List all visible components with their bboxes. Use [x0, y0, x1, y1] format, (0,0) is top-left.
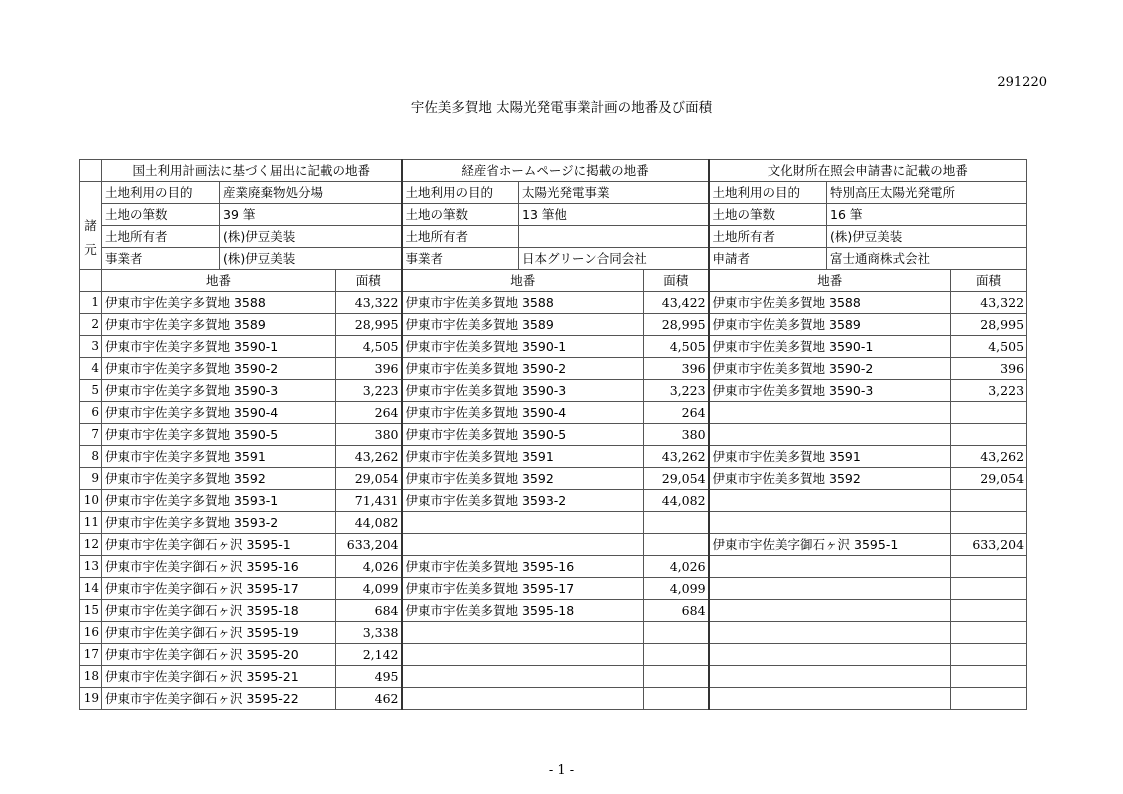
lot-cell-b — [402, 688, 644, 710]
area-cell-c — [951, 666, 1027, 688]
area-cell-c: 43,262 — [951, 446, 1027, 468]
section-header-b: 経産省ホームページに掲載の地番 — [402, 160, 709, 182]
area-col-header-b: 面積 — [644, 270, 709, 292]
area-cell-b: 3,223 — [644, 380, 709, 402]
side-label-char: 諸 — [84, 217, 97, 233]
lot-cell-a: 伊東市宇佐美字御石ヶ沢 3595-17 — [102, 578, 336, 600]
table-row — [80, 512, 1027, 534]
lot-cell-a: 伊東市宇佐美字御石ヶ沢 3595-1 — [102, 534, 336, 556]
area-cell-c: 396 — [951, 358, 1027, 380]
lot-cell-c — [709, 644, 951, 666]
area-col-header-c: 面積 — [951, 270, 1027, 292]
area-cell-b: 684 — [644, 600, 709, 622]
lot-cell-b: 伊東市宇佐美多賀地 3593-2 — [402, 490, 644, 512]
operator-label-b: 事業者 — [402, 248, 519, 270]
table-row — [80, 556, 1027, 578]
purpose-value-b: 太陽光発電事業 — [519, 182, 709, 204]
purpose-label-c: 土地利用の目的 — [709, 182, 827, 204]
area-cell-a: 28,995 — [336, 314, 402, 336]
table-row — [80, 446, 1027, 468]
owner-value-a: (株)伊豆美装 — [220, 226, 402, 248]
area-cell-a: 684 — [336, 600, 402, 622]
lot-col-header-a: 地番 — [102, 270, 336, 292]
lot-cell-a: 伊東市宇佐美字多賀地 3590-5 — [102, 424, 336, 446]
lot-cell-c — [709, 622, 951, 644]
operator-value-b: 日本グリーン合同会社 — [519, 248, 709, 270]
area-cell-c: 4,505 — [951, 336, 1027, 358]
lot-cell-c: 伊東市宇佐美多賀地 3591 — [709, 446, 951, 468]
area-cell-b: 4,026 — [644, 556, 709, 578]
lot-cell-b: 伊東市宇佐美多賀地 3588 — [402, 292, 644, 314]
area-cell-b: 43,422 — [644, 292, 709, 314]
lot-cell-b: 伊東市宇佐美多賀地 3595-17 — [402, 578, 644, 600]
area-cell-c — [951, 688, 1027, 710]
lot-cell-c — [709, 490, 951, 512]
area-cell-a: 3,338 — [336, 622, 402, 644]
row-index: 17 — [80, 644, 102, 666]
section-header-c: 文化財所在照会申請書に記載の地番 — [709, 160, 1027, 182]
area-cell-c — [951, 644, 1027, 666]
lot-cell-b: 伊東市宇佐美多賀地 3590-4 — [402, 402, 644, 424]
page-number: - 1 - — [548, 763, 575, 778]
lot-cell-a: 伊東市宇佐美字多賀地 3590-4 — [102, 402, 336, 424]
lot-cell-a: 伊東市宇佐美字多賀地 3593-2 — [102, 512, 336, 534]
operator-value-c: 富士通商株式会社 — [827, 248, 1027, 270]
row-index: 15 — [80, 600, 102, 622]
lot-cell-a: 伊東市宇佐美字多賀地 3591 — [102, 446, 336, 468]
owner-label-b: 土地所有者 — [402, 226, 519, 248]
area-cell-c: 3,223 — [951, 380, 1027, 402]
area-cell-b: 28,995 — [644, 314, 709, 336]
lot-cell-c — [709, 402, 951, 424]
lot-cell-b: 伊東市宇佐美多賀地 3590-2 — [402, 358, 644, 380]
lot-cell-b — [402, 534, 644, 556]
lot-cell-b — [402, 622, 644, 644]
lot-cell-c — [709, 688, 951, 710]
row-index: 2 — [80, 314, 102, 336]
purpose-row — [80, 182, 1027, 204]
side-label — [80, 182, 102, 270]
operator-row — [80, 248, 1027, 270]
row-index: 7 — [80, 424, 102, 446]
lot-cell-b: 伊東市宇佐美多賀地 3590-5 — [402, 424, 644, 446]
area-cell-c: 29,054 — [951, 468, 1027, 490]
lot-cell-a: 伊東市宇佐美字多賀地 3590-3 — [102, 380, 336, 402]
lot-cell-c: 伊東市宇佐美多賀地 3590-1 — [709, 336, 951, 358]
area-cell-a: 462 — [336, 688, 402, 710]
purpose-value-a: 産業廃棄物処分場 — [220, 182, 402, 204]
lot-cell-a: 伊東市宇佐美字多賀地 3588 — [102, 292, 336, 314]
owner-value-c: (株)伊豆美装 — [827, 226, 1027, 248]
index-header-cell — [80, 270, 102, 292]
table-row — [80, 578, 1027, 600]
owner-label-c: 土地所有者 — [709, 226, 827, 248]
page-title: 宇佐美多賀地 太陽光発電事業計画の地番及び面積 — [410, 100, 713, 116]
area-cell-a: 4,026 — [336, 556, 402, 578]
area-cell-a: 44,082 — [336, 512, 402, 534]
lot-cell-c — [709, 578, 951, 600]
count-value-a: 39 筆 — [220, 204, 402, 226]
lot-cell-c: 伊東市宇佐美多賀地 3589 — [709, 314, 951, 336]
area-cell-c — [951, 600, 1027, 622]
column-header-row — [80, 270, 1027, 292]
table-row — [80, 314, 1027, 336]
area-cell-b — [644, 512, 709, 534]
operator-label-c: 申請者 — [709, 248, 827, 270]
lot-cell-b: 伊東市宇佐美多賀地 3590-3 — [402, 380, 644, 402]
lot-cell-b: 伊東市宇佐美多賀地 3592 — [402, 468, 644, 490]
lot-cell-b: 伊東市宇佐美多賀地 3595-18 — [402, 600, 644, 622]
table-row — [80, 380, 1027, 402]
area-cell-c — [951, 556, 1027, 578]
area-cell-a: 3,223 — [336, 380, 402, 402]
row-index: 12 — [80, 534, 102, 556]
lot-cell-c — [709, 600, 951, 622]
row-index: 11 — [80, 512, 102, 534]
area-cell-b: 4,505 — [644, 336, 709, 358]
lot-cell-b: 伊東市宇佐美多賀地 3590-1 — [402, 336, 644, 358]
lot-cell-c: 伊東市宇佐美多賀地 3588 — [709, 292, 951, 314]
table-row — [80, 666, 1027, 688]
owner-label-a: 土地所有者 — [102, 226, 220, 248]
area-cell-b: 380 — [644, 424, 709, 446]
lot-cell-a: 伊東市宇佐美字多賀地 3590-2 — [102, 358, 336, 380]
table-row — [80, 336, 1027, 358]
area-cell-a: 633,204 — [336, 534, 402, 556]
area-cell-c — [951, 490, 1027, 512]
row-index: 13 — [80, 556, 102, 578]
area-cell-a: 396 — [336, 358, 402, 380]
area-cell-a: 264 — [336, 402, 402, 424]
area-cell-a: 4,505 — [336, 336, 402, 358]
row-index: 10 — [80, 490, 102, 512]
row-index: 4 — [80, 358, 102, 380]
lot-cell-b — [402, 512, 644, 534]
row-index: 1 — [80, 292, 102, 314]
area-cell-c — [951, 424, 1027, 446]
area-cell-b — [644, 688, 709, 710]
lot-cell-a: 伊東市宇佐美字多賀地 3590-1 — [102, 336, 336, 358]
area-cell-b — [644, 666, 709, 688]
corner-cell — [80, 160, 102, 182]
area-cell-c: 28,995 — [951, 314, 1027, 336]
lot-cell-a: 伊東市宇佐美字御石ヶ沢 3595-21 — [102, 666, 336, 688]
owner-row — [80, 226, 1027, 248]
row-index: 19 — [80, 688, 102, 710]
table-row — [80, 600, 1027, 622]
row-index: 18 — [80, 666, 102, 688]
operator-value-a: (株)伊豆美装 — [220, 248, 402, 270]
operator-label-a: 事業者 — [102, 248, 220, 270]
lot-cell-a: 伊東市宇佐美字御石ヶ沢 3595-18 — [102, 600, 336, 622]
table-row — [80, 490, 1027, 512]
lot-cell-b — [402, 644, 644, 666]
lot-cell-c: 伊東市宇佐美多賀地 3590-2 — [709, 358, 951, 380]
row-index: 3 — [80, 336, 102, 358]
area-cell-c — [951, 402, 1027, 424]
side-label-char: 元 — [84, 241, 97, 257]
table-row — [80, 358, 1027, 380]
lot-cell-a: 伊東市宇佐美字多賀地 3589 — [102, 314, 336, 336]
lot-cell-a: 伊東市宇佐美字御石ヶ沢 3595-16 — [102, 556, 336, 578]
area-cell-c — [951, 512, 1027, 534]
area-cell-a: 495 — [336, 666, 402, 688]
area-cell-a: 4,099 — [336, 578, 402, 600]
lot-cell-b — [402, 666, 644, 688]
lot-cell-c — [709, 512, 951, 534]
area-col-header-a: 面積 — [336, 270, 402, 292]
row-index: 8 — [80, 446, 102, 468]
purpose-label-a: 土地利用の目的 — [102, 182, 220, 204]
area-cell-a: 71,431 — [336, 490, 402, 512]
row-index: 6 — [80, 402, 102, 424]
table-row — [80, 534, 1027, 556]
lot-cell-a: 伊東市宇佐美字御石ヶ沢 3595-20 — [102, 644, 336, 666]
area-cell-b: 396 — [644, 358, 709, 380]
count-label-c: 土地の筆数 — [709, 204, 827, 226]
section-header-a: 国土利用計画法に基づく届出に記載の地番 — [102, 160, 402, 182]
area-cell-a: 2,142 — [336, 644, 402, 666]
area-cell-c — [951, 578, 1027, 600]
lot-comparison-table — [79, 159, 1027, 710]
area-cell-c — [951, 622, 1027, 644]
area-cell-a: 43,262 — [336, 446, 402, 468]
area-cell-a: 29,054 — [336, 468, 402, 490]
table-row — [80, 688, 1027, 710]
row-index: 16 — [80, 622, 102, 644]
lot-cell-a: 伊東市宇佐美字多賀地 3592 — [102, 468, 336, 490]
area-cell-b: 264 — [644, 402, 709, 424]
count-label-a: 土地の筆数 — [102, 204, 220, 226]
lot-cell-b: 伊東市宇佐美多賀地 3589 — [402, 314, 644, 336]
area-cell-a: 43,322 — [336, 292, 402, 314]
area-cell-a: 380 — [336, 424, 402, 446]
area-cell-b — [644, 534, 709, 556]
lot-cell-a: 伊東市宇佐美字御石ヶ沢 3595-22 — [102, 688, 336, 710]
count-value-b: 13 筆他 — [519, 204, 709, 226]
lot-cell-c: 伊東市宇佐美多賀地 3590-3 — [709, 380, 951, 402]
table-row — [80, 644, 1027, 666]
area-cell-b — [644, 622, 709, 644]
lot-cell-b: 伊東市宇佐美多賀地 3591 — [402, 446, 644, 468]
purpose-label-b: 土地利用の目的 — [402, 182, 519, 204]
table-row — [80, 292, 1027, 314]
area-cell-c: 633,204 — [951, 534, 1027, 556]
lot-cell-a: 伊東市宇佐美字御石ヶ沢 3595-19 — [102, 622, 336, 644]
lot-col-header-b: 地番 — [402, 270, 644, 292]
lot-cell-c: 伊東市宇佐美字御石ヶ沢 3595-1 — [709, 534, 951, 556]
lot-cell-b: 伊東市宇佐美多賀地 3595-16 — [402, 556, 644, 578]
lot-cell-a: 伊東市宇佐美字多賀地 3593-1 — [102, 490, 336, 512]
lot-cell-c — [709, 666, 951, 688]
row-index: 9 — [80, 468, 102, 490]
row-index: 5 — [80, 380, 102, 402]
table-row — [80, 402, 1027, 424]
count-row — [80, 204, 1027, 226]
count-value-c: 16 筆 — [827, 204, 1027, 226]
purpose-value-c: 特別高圧太陽光発電所 — [827, 182, 1027, 204]
area-cell-b — [644, 644, 709, 666]
owner-value-b — [519, 226, 709, 248]
area-cell-b: 29,054 — [644, 468, 709, 490]
table-row — [80, 468, 1027, 490]
lot-cell-c: 伊東市宇佐美多賀地 3592 — [709, 468, 951, 490]
lot-col-header-c: 地番 — [709, 270, 951, 292]
area-cell-b: 44,082 — [644, 490, 709, 512]
lot-cell-c — [709, 424, 951, 446]
section-header-row — [80, 160, 1027, 182]
area-cell-b: 4,099 — [644, 578, 709, 600]
document-number: 291220 — [997, 75, 1047, 90]
row-index: 14 — [80, 578, 102, 600]
table-row — [80, 622, 1027, 644]
lot-cell-c — [709, 556, 951, 578]
area-cell-c: 43,322 — [951, 292, 1027, 314]
count-label-b: 土地の筆数 — [402, 204, 519, 226]
table-row — [80, 424, 1027, 446]
area-cell-b: 43,262 — [644, 446, 709, 468]
